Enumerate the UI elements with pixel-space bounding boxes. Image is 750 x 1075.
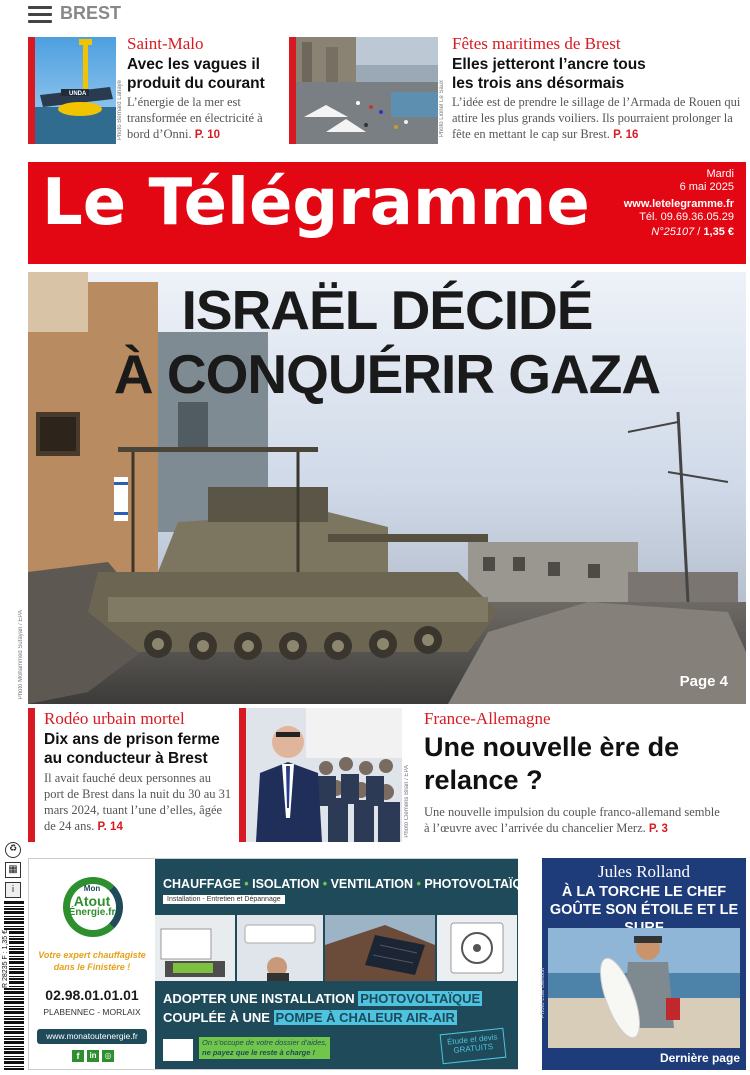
issue-date: 6 mai 2025 xyxy=(679,181,734,193)
newspaper-logo[interactable]: Le Télégramme xyxy=(42,166,590,240)
back-page-reference[interactable]: Dernière page xyxy=(659,1051,740,1065)
issue-day: Mardi xyxy=(706,168,734,180)
back-page-name: Jules Rolland xyxy=(597,862,691,881)
teaser-accent-bar xyxy=(28,37,35,144)
ad-photo-house xyxy=(155,915,235,981)
ad-photo-solar-panels xyxy=(325,915,435,981)
masthead-info xyxy=(624,168,734,239)
photo-credit: Photo Lise Benoist xyxy=(540,968,546,1019)
social-icons xyxy=(72,1050,114,1062)
ad-photo-heat-pump xyxy=(437,915,517,981)
masthead xyxy=(28,162,746,264)
instagram-icon[interactable]: ◎ xyxy=(102,1050,114,1062)
photo-credit: Photo Lionel Le Saux xyxy=(439,80,445,138)
teaser-photo-wave-energy[interactable] xyxy=(35,37,116,144)
website-link[interactable]: www.letelegramme.fr xyxy=(623,198,734,210)
page-reference: P. 14 xyxy=(97,821,123,833)
story-summary: Il avait fauché deux personnes au port de Brest dans la nuit du 30 au 31 mars 2024, tuant l’une d’elles, âgée de 24 ans. P. 14 xyxy=(44,771,232,833)
ad-website-link[interactable]: www.monatoutenergie.fr xyxy=(37,1029,147,1044)
photo-credit: Photo Bernard Lahaye xyxy=(117,80,123,141)
info-icon: i xyxy=(5,882,21,898)
teaser-summary: L’idée est de prendre le sillage de l’Armada de Rouen qui attire les plus grands voiliers. Ils pourraient prolonger la fête en mettant le cap sur Brest. P. 16 xyxy=(452,95,741,141)
story-photo-merz[interactable] xyxy=(246,708,402,842)
barcode-text: R 28235 F : 1,35 € xyxy=(2,930,9,988)
ad-free-quote-stamp: Étude et devis GRATUITS xyxy=(440,1028,507,1065)
teaser-kicker: Saint-Malo xyxy=(127,34,204,53)
page-reference: P. 10 xyxy=(194,129,221,141)
hero-photo[interactable] xyxy=(28,272,746,704)
facebook-icon[interactable]: f xyxy=(72,1050,84,1062)
phone-number: Tél. 09.69.36.05.29 xyxy=(639,211,734,223)
teaser-summary: L’énergie de la mer est transformée en électricité à bord d’Onni. P. 10 xyxy=(127,95,263,141)
back-page-photo xyxy=(548,928,740,1048)
ad-services-panel xyxy=(155,859,540,1069)
story-kicker: France-Allemagne xyxy=(424,709,551,728)
teaser-photo-harbor-festival[interactable] xyxy=(296,37,438,144)
ad-subservices: Installation - Entretien et Dépannage xyxy=(163,895,285,904)
page-reference: P. 3 xyxy=(648,823,668,835)
ad-cta-line2: COUPLÉE À UNE POMPE À CHALEUR AIR-AIR xyxy=(163,1010,455,1025)
story-accent-bar xyxy=(239,708,246,842)
recycle-icon: ♻ xyxy=(5,842,21,858)
ad-tagline: Votre expert chauffagiste dans le Finistère ! xyxy=(38,950,146,972)
teaser-headline-link[interactable]: Avec les vagues il produit du courant xyxy=(127,56,265,92)
lead-headline-link[interactable]: ISRAËL DÉCIDÉ À CONQUÉRIR GAZA xyxy=(113,279,661,405)
issue-number-price: N°25107 / 1,35 € xyxy=(651,226,734,238)
menu-icon[interactable] xyxy=(28,6,52,22)
ad-towns: PLABENNEC - MORLAIX xyxy=(43,1007,141,1017)
hero-page-reference[interactable]: Page 4 xyxy=(679,673,728,690)
ad-phone[interactable]: 02.98.01.01.01 xyxy=(45,987,139,1003)
story-summary: Une nouvelle impulsion du couple franco-allemand semble à l’œuvre avec l’arrivée du chancelier Merz. P. 3 xyxy=(424,805,720,835)
ad-brand-panel xyxy=(29,859,155,1069)
linkedin-icon[interactable]: in xyxy=(87,1050,99,1062)
section-label: BREST xyxy=(60,3,122,23)
teaser-photo-boat-label: UNDA xyxy=(69,91,87,97)
story-headline-link[interactable]: Une nouvelle ère de relance ? xyxy=(424,732,680,795)
teaser-kicker: Fêtes maritimes de Brest xyxy=(452,34,621,53)
story-headline-link[interactable]: Dix ans de prison ferme au conducteur à Brest xyxy=(44,731,220,767)
ad-cta-line1: ADOPTER UNE INSTALLATION PHOTOVOLTAÏQUE xyxy=(163,991,481,1006)
ad-photo-air-conditioner xyxy=(237,915,323,981)
label-logo-icon xyxy=(163,1039,193,1061)
back-page-teaser[interactable] xyxy=(542,858,746,1070)
teaser-headline-link[interactable]: Elles jetteront l’ancre tous les trois ans désormais xyxy=(452,56,646,92)
teaser-accent-bar xyxy=(289,37,296,144)
story-accent-bar xyxy=(28,708,35,842)
photo-credit: Photo Mohammed Sufayan / EPA xyxy=(18,610,24,700)
ad-services: CHAUFFAGE • ISOLATION • VENTILATION • PHOTOVOLTAÏQUE xyxy=(163,877,540,891)
brand-logo-text: Mon Atout Énergie.fr xyxy=(68,884,116,918)
qr-code-icon: ▦ xyxy=(5,862,21,878)
back-page-headline[interactable]: À LA TORCHE LE CHEF GOÛTE SON ÉTOILE ET LE xyxy=(549,884,739,918)
page-reference: P. 16 xyxy=(613,129,639,141)
ad-aid-note: On s’occupe de votre dossier d’aides, ne payez que le reste à charge ! xyxy=(199,1037,330,1059)
photo-credit: Photo Clemens Bilan / EPA xyxy=(404,765,410,838)
advertisement[interactable] xyxy=(28,858,540,1070)
story-kicker: Rodéo urbain mortel xyxy=(44,709,185,728)
